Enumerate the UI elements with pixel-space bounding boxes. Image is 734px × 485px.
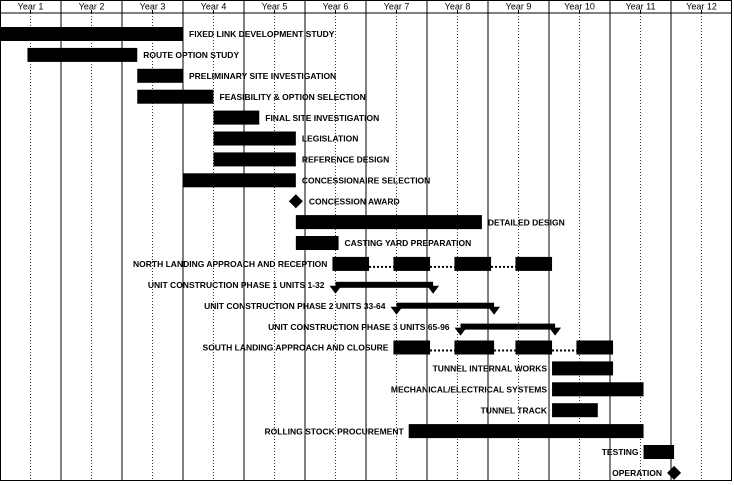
task-row	[137, 69, 336, 83]
task-bar	[454, 341, 494, 355]
year-label: Year 5	[261, 1, 288, 12]
task-row	[433, 361, 613, 375]
task-span-bar	[397, 303, 495, 309]
task-row	[296, 236, 471, 250]
task-bar	[409, 424, 644, 438]
task-row	[214, 132, 359, 146]
task-row	[204, 301, 500, 315]
task-label: CONCESSIONAIRE SELECTION	[301, 175, 431, 186]
task-row	[391, 382, 644, 396]
year-label: Year 6	[322, 1, 349, 12]
year-header	[18, 2, 717, 14]
task-bar	[296, 236, 339, 250]
year-label: Year 11	[625, 1, 656, 12]
task-row	[137, 90, 366, 104]
task-label: UNIT CONSTRUCTION PHASE 3 UNITS 65-96	[268, 321, 450, 332]
task-label: ROUTE OPTION STUDY	[143, 50, 240, 61]
task-label: OPERATION	[612, 468, 663, 479]
task-rows	[0, 27, 681, 480]
task-row	[265, 424, 644, 438]
task-bar	[515, 341, 552, 355]
span-start-arrow	[391, 307, 403, 315]
task-label: FIXED LINK DEVELOPMENT STUDY	[189, 29, 335, 40]
task-bar	[0, 27, 183, 41]
task-label: ROLLING STOCK PROCUREMENT	[264, 426, 404, 437]
task-bar	[393, 257, 430, 271]
year-label: Year 10	[564, 1, 595, 12]
span-end-arrow	[427, 286, 439, 294]
task-span-bar	[461, 324, 556, 330]
task-bar	[515, 257, 552, 271]
task-row	[133, 257, 552, 271]
span-start-arrow	[330, 286, 342, 294]
task-label: TESTING	[601, 447, 639, 458]
task-label: TUNNEL TRACK	[480, 405, 548, 416]
year-label: Year 8	[444, 1, 471, 12]
task-row	[268, 322, 561, 336]
task-label: MECHANICAL/ELECTRICAL SYSTEMS	[390, 384, 548, 395]
task-bar	[552, 382, 644, 396]
task-bar	[644, 445, 675, 459]
task-bar	[552, 403, 598, 417]
task-row	[296, 215, 565, 229]
task-label: PRELIMINARY SITE INVESTIGATION	[189, 71, 337, 81]
year-label: Year 12	[686, 1, 717, 12]
task-label: NORTH LANDING APPROACH AND RECEPTION	[133, 259, 328, 270]
task-bar	[183, 173, 296, 187]
task-row	[214, 111, 380, 125]
task-row	[602, 445, 674, 459]
task-bar	[214, 111, 260, 125]
task-bar	[214, 152, 296, 166]
task-bar	[576, 341, 613, 355]
task-label: CONCESSION AWARD	[308, 196, 400, 207]
task-label: UNIT CONSTRUCTION PHASE 2 UNITS 33-64	[204, 300, 386, 311]
task-row	[0, 27, 335, 41]
year-label: Year 4	[200, 1, 227, 12]
year-label: Year 1	[17, 1, 44, 12]
task-row	[203, 341, 614, 355]
milestone-diamond	[289, 194, 303, 208]
task-bar	[552, 361, 613, 375]
task-label: LEGISLATION	[301, 133, 359, 144]
milestone-diamond	[667, 466, 681, 480]
task-bar	[214, 132, 296, 146]
task-label: FEASIBILITY & OPTION SELECTION	[219, 91, 366, 102]
task-bar	[454, 257, 491, 271]
span-start-arrow	[455, 328, 467, 336]
year-label: Year 3	[139, 1, 166, 12]
task-row	[214, 152, 390, 166]
task-bar	[137, 90, 213, 104]
task-bar	[296, 215, 482, 229]
task-label: CASTING YARD PREPARATION	[344, 238, 472, 249]
task-label: UNIT CONSTRUCTION PHASE 1 UNITS 1-32	[147, 280, 325, 290]
year-label: Year 9	[505, 1, 532, 12]
task-bar	[332, 257, 369, 271]
task-bar	[27, 48, 137, 62]
span-end-arrow	[549, 328, 561, 336]
task-label: SOUTH LANDING APPROACH AND CLOSURE	[202, 342, 389, 353]
task-label: REFERENCE DESIGN	[301, 154, 390, 165]
task-row	[481, 403, 598, 417]
task-span-bar	[336, 282, 434, 288]
year-label: Year 7	[383, 1, 410, 12]
task-row	[27, 48, 239, 62]
task-bar	[137, 69, 183, 83]
year-label: Year 2	[78, 1, 105, 12]
task-label: TUNNEL INTERNAL WORKS	[432, 363, 548, 374]
task-row	[183, 173, 430, 187]
task-bar	[393, 341, 430, 355]
task-label: DETAILED DESIGN	[487, 217, 565, 228]
span-end-arrow	[488, 307, 500, 315]
task-row	[148, 280, 439, 294]
task-label: FINAL SITE INVESTIGATION	[265, 112, 380, 123]
